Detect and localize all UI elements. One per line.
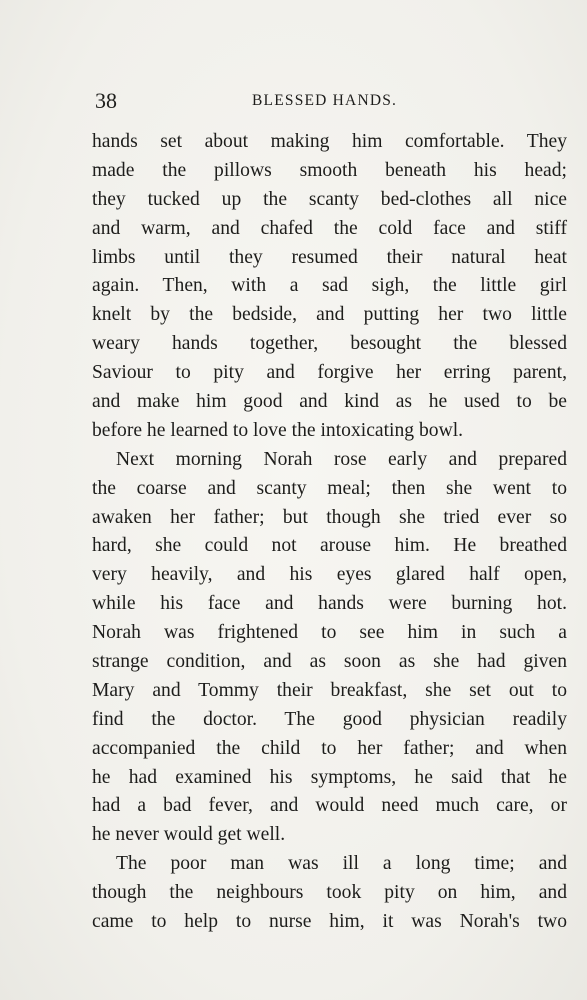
text-line: Mary and Tommy their breakfast, she set out to (92, 679, 567, 701)
page-header (95, 86, 565, 116)
body-text (92, 128, 567, 937)
text-line: very heavily, and his eyes glared half open, (92, 564, 567, 586)
text-line: knelt by the bedside, and putting her two little (92, 304, 567, 326)
text-line: he had examined his symptoms, he said that he (92, 766, 567, 788)
text-line: Saviour to pity and forgive her erring parent, (92, 362, 567, 384)
text-line: he never would get well. (92, 824, 286, 846)
text-line: again. Then, with a sad sigh, the little girl (92, 275, 567, 297)
text-line: find the doctor. The good physician readily (92, 708, 567, 730)
text-line: strange condition, and as soon as she had given (92, 651, 567, 673)
text-line: while his face and hands were burning hot. (92, 593, 567, 615)
text-line: came to help to nurse him, it was Norah's two (92, 911, 567, 933)
text-line: hard, she could not arouse him. He breathed (92, 535, 567, 557)
text-line: before he learned to love the intoxicating bowl. (92, 419, 464, 441)
text-line: Norah was frightened to see him in such a (92, 622, 567, 644)
text-line: weary hands together, besought the blessed (92, 333, 567, 355)
text-line: and warm, and chafed the cold face and stiff (92, 217, 567, 239)
running-head: BLESSED HANDS. (252, 92, 398, 109)
text-line: made the pillows smooth beneath his head; (92, 159, 567, 181)
text-line: limbs until they resumed their natural heat (92, 246, 567, 268)
text-line: awaken her father; but though she tried ever so (92, 506, 567, 528)
text-line: The poor man was ill a long time; and (116, 853, 567, 875)
text-line: Next morning Norah rose early and prepared (116, 448, 567, 470)
text-line: though the neighbours took pity on him, and (92, 882, 567, 904)
text-line: hands set about making him comfortable. They (92, 131, 567, 152)
text-line: the coarse and scanty meal; then she went to (92, 477, 567, 499)
text-line: had a bad fever, and would need much care, or (92, 795, 567, 817)
page-number: 38 (95, 88, 117, 113)
text-line: and make him good and kind as he used to be (92, 391, 567, 413)
text-line: they tucked up the scanty bed-clothes all nice (92, 188, 567, 210)
text-line: accompanied the child to her father; and when (92, 737, 567, 759)
